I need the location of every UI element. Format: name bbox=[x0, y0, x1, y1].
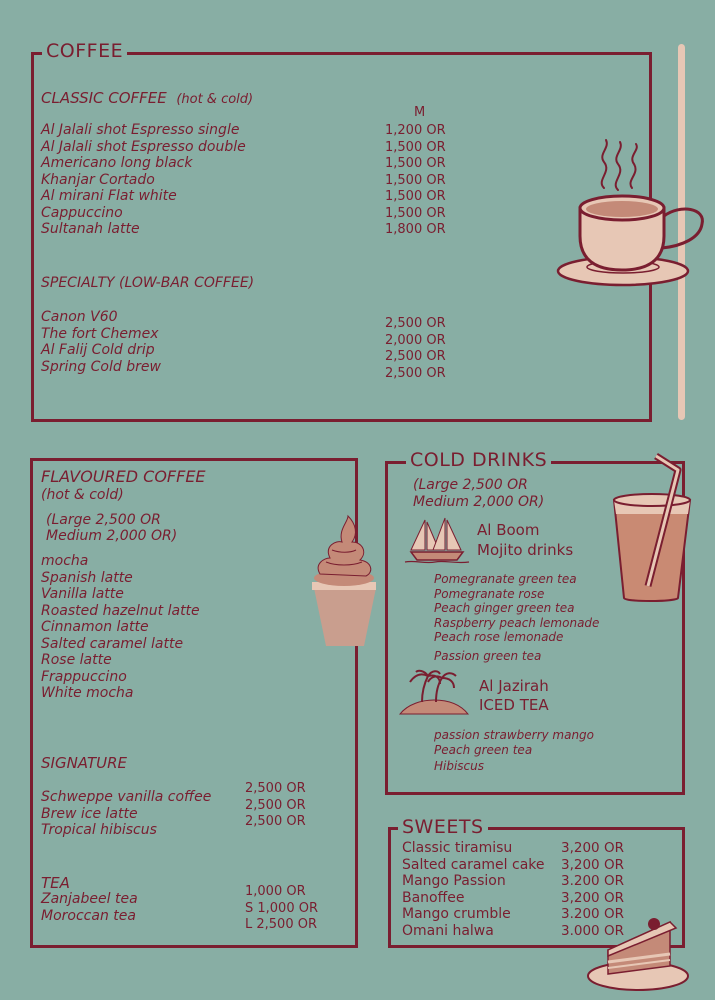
menu-price: 1,500 OR bbox=[385, 172, 446, 188]
menu-item: Peach ginger green tea bbox=[434, 601, 575, 615]
menu-item: Cappuccino bbox=[41, 204, 123, 221]
menu-item: Spring Cold brew bbox=[41, 358, 161, 375]
menu-price: 1,800 OR bbox=[385, 222, 446, 237]
menu-item: Vanilla latte bbox=[41, 586, 124, 602]
classic-coffee-prices bbox=[385, 123, 446, 239]
menu-item: Omani halwa bbox=[402, 922, 494, 939]
menu-item: Peach rose lemonade bbox=[434, 630, 564, 644]
classic-coffee-heading: CLASSIC COFFEE (hot & cold) bbox=[41, 89, 254, 107]
mojito-items bbox=[434, 572, 599, 663]
signature-heading: SIGNATURE bbox=[41, 754, 128, 772]
menu-item: Tropical hibiscus bbox=[41, 822, 157, 838]
flavoured-size-medium: Medium 2,000 OR) bbox=[46, 528, 178, 544]
menu-item: Al mirani Flat white bbox=[41, 188, 177, 204]
cold-size-medium: Medium 2,000 OR) bbox=[413, 494, 545, 510]
sweets-names bbox=[402, 840, 545, 939]
menu-item: Classic tiramisu bbox=[402, 840, 513, 856]
coffee-cup-icon bbox=[556, 138, 706, 288]
menu-price: 2,000 OR bbox=[385, 332, 446, 348]
menu-price: L 2,500 OR bbox=[245, 917, 317, 932]
flavoured-note: (hot & cold) bbox=[41, 487, 124, 503]
menu-item: White mocha bbox=[41, 685, 134, 701]
menu-item: Passion green tea bbox=[434, 648, 542, 663]
menu-price: 2,500 OR bbox=[245, 814, 306, 829]
menu-price: 2,500 OR bbox=[385, 316, 446, 331]
signature-prices bbox=[245, 781, 306, 831]
menu-price: 3.000 OR bbox=[561, 922, 624, 939]
menu-item: Mango crumble bbox=[402, 906, 511, 922]
cake-slice-icon bbox=[586, 912, 690, 992]
menu-item: passion strawberry mango bbox=[434, 728, 595, 742]
frappe-cup-icon bbox=[306, 512, 382, 652]
size-label-m: M bbox=[414, 105, 426, 120]
menu-item: mocha bbox=[41, 553, 89, 569]
menu-price: 3.200 OR bbox=[561, 873, 624, 889]
specialty-prices bbox=[385, 316, 446, 382]
cold-size-large: (Large 2,500 OR bbox=[413, 477, 528, 493]
flavoured-heading: FLAVOURED COFFEE bbox=[41, 467, 206, 486]
cold-drinks-title: COLD DRINKS bbox=[406, 449, 551, 471]
menu-item: Khanjar Cortado bbox=[41, 171, 155, 188]
menu-item: Pomegranate rose bbox=[434, 586, 545, 601]
sailing-boat-icon bbox=[405, 516, 469, 564]
tea-prices bbox=[245, 884, 318, 934]
menu-item: Rose latte bbox=[41, 652, 112, 668]
menu-price: 1,200 OR bbox=[385, 123, 446, 138]
menu-price: 3.200 OR bbox=[561, 906, 624, 922]
menu-price: 1,000 OR bbox=[245, 884, 306, 899]
menu-price: 3,200 OR bbox=[561, 840, 624, 856]
menu-item: Roasted hazelnut latte bbox=[41, 602, 200, 619]
menu-item: Americano long black bbox=[41, 155, 193, 171]
tea-names bbox=[41, 891, 138, 924]
menu-price: 2,500 OR bbox=[385, 365, 446, 381]
menu-item: Salted caramel cake bbox=[402, 856, 545, 873]
menu-item: Pomegranate green tea bbox=[434, 572, 577, 586]
specialty-heading: SPECIALTY (LOW-BAR COFFEE) bbox=[41, 275, 255, 291]
iced-tea-items bbox=[434, 728, 594, 774]
menu-item: Sultanah latte bbox=[41, 221, 140, 237]
menu-price: S 1,000 OR bbox=[245, 900, 318, 916]
menu-price: 3,200 OR bbox=[561, 889, 624, 906]
menu-item: The fort Chemex bbox=[41, 325, 159, 342]
signature-names bbox=[41, 789, 211, 839]
menu-price: 1,500 OR bbox=[385, 189, 446, 204]
menu-item: Salted caramel latte bbox=[41, 635, 184, 652]
tea-heading: TEA bbox=[41, 874, 70, 892]
menu-item: Banoffee bbox=[402, 889, 465, 906]
specialty-names bbox=[41, 309, 161, 375]
iced-tea-heading-line2: ICED TEA bbox=[479, 696, 549, 714]
menu-item: Canon V60 bbox=[41, 309, 118, 325]
mojito-heading-line1: Al Boom bbox=[477, 521, 540, 539]
menu-item: Peach green tea bbox=[434, 742, 533, 757]
sweets-title: SWEETS bbox=[398, 816, 488, 838]
menu-price: 2,500 OR bbox=[385, 349, 446, 364]
menu-item: Hibiscus bbox=[434, 759, 485, 773]
menu-item: Al Jalali shot Espresso double bbox=[41, 138, 246, 155]
menu-item: Al Falij Cold drip bbox=[41, 342, 155, 358]
flavoured-size-large: (Large 2,500 OR bbox=[46, 512, 161, 528]
menu-item: Zanjabeel tea bbox=[41, 891, 138, 907]
menu-item: Raspberry peach lemonade bbox=[434, 615, 600, 630]
menu-item: Brew ice latte bbox=[41, 805, 138, 822]
menu-price: 1,500 OR bbox=[385, 156, 446, 171]
iced-tea-heading-line1: Al Jazirah bbox=[479, 677, 549, 695]
menu-price: 1,500 OR bbox=[385, 139, 446, 155]
mojito-heading-line2: Mojito drinks bbox=[477, 541, 574, 559]
menu-item: Al Jalali shot Espresso single bbox=[41, 122, 240, 138]
coffee-title: COFFEE bbox=[42, 40, 127, 62]
menu-item: Schweppe vanilla coffee bbox=[41, 789, 212, 805]
menu-item: Frappuccino bbox=[41, 668, 127, 685]
menu-price: 2,500 OR bbox=[245, 797, 306, 813]
menu-price: 2,500 OR bbox=[245, 781, 306, 796]
iced-drink-icon bbox=[606, 448, 698, 608]
classic-coffee-names bbox=[41, 122, 246, 238]
menu-item: Cinnamon latte bbox=[41, 619, 149, 635]
menu-price: 1,500 OR bbox=[385, 205, 446, 221]
palm-island-icon bbox=[398, 668, 470, 716]
menu-price: 3,200 OR bbox=[561, 856, 624, 873]
menu-item: Mango Passion bbox=[402, 873, 506, 889]
menu-item: Spanish latte bbox=[41, 569, 133, 586]
flavoured-items bbox=[41, 553, 200, 702]
menu-item: Moroccan tea bbox=[41, 907, 136, 924]
